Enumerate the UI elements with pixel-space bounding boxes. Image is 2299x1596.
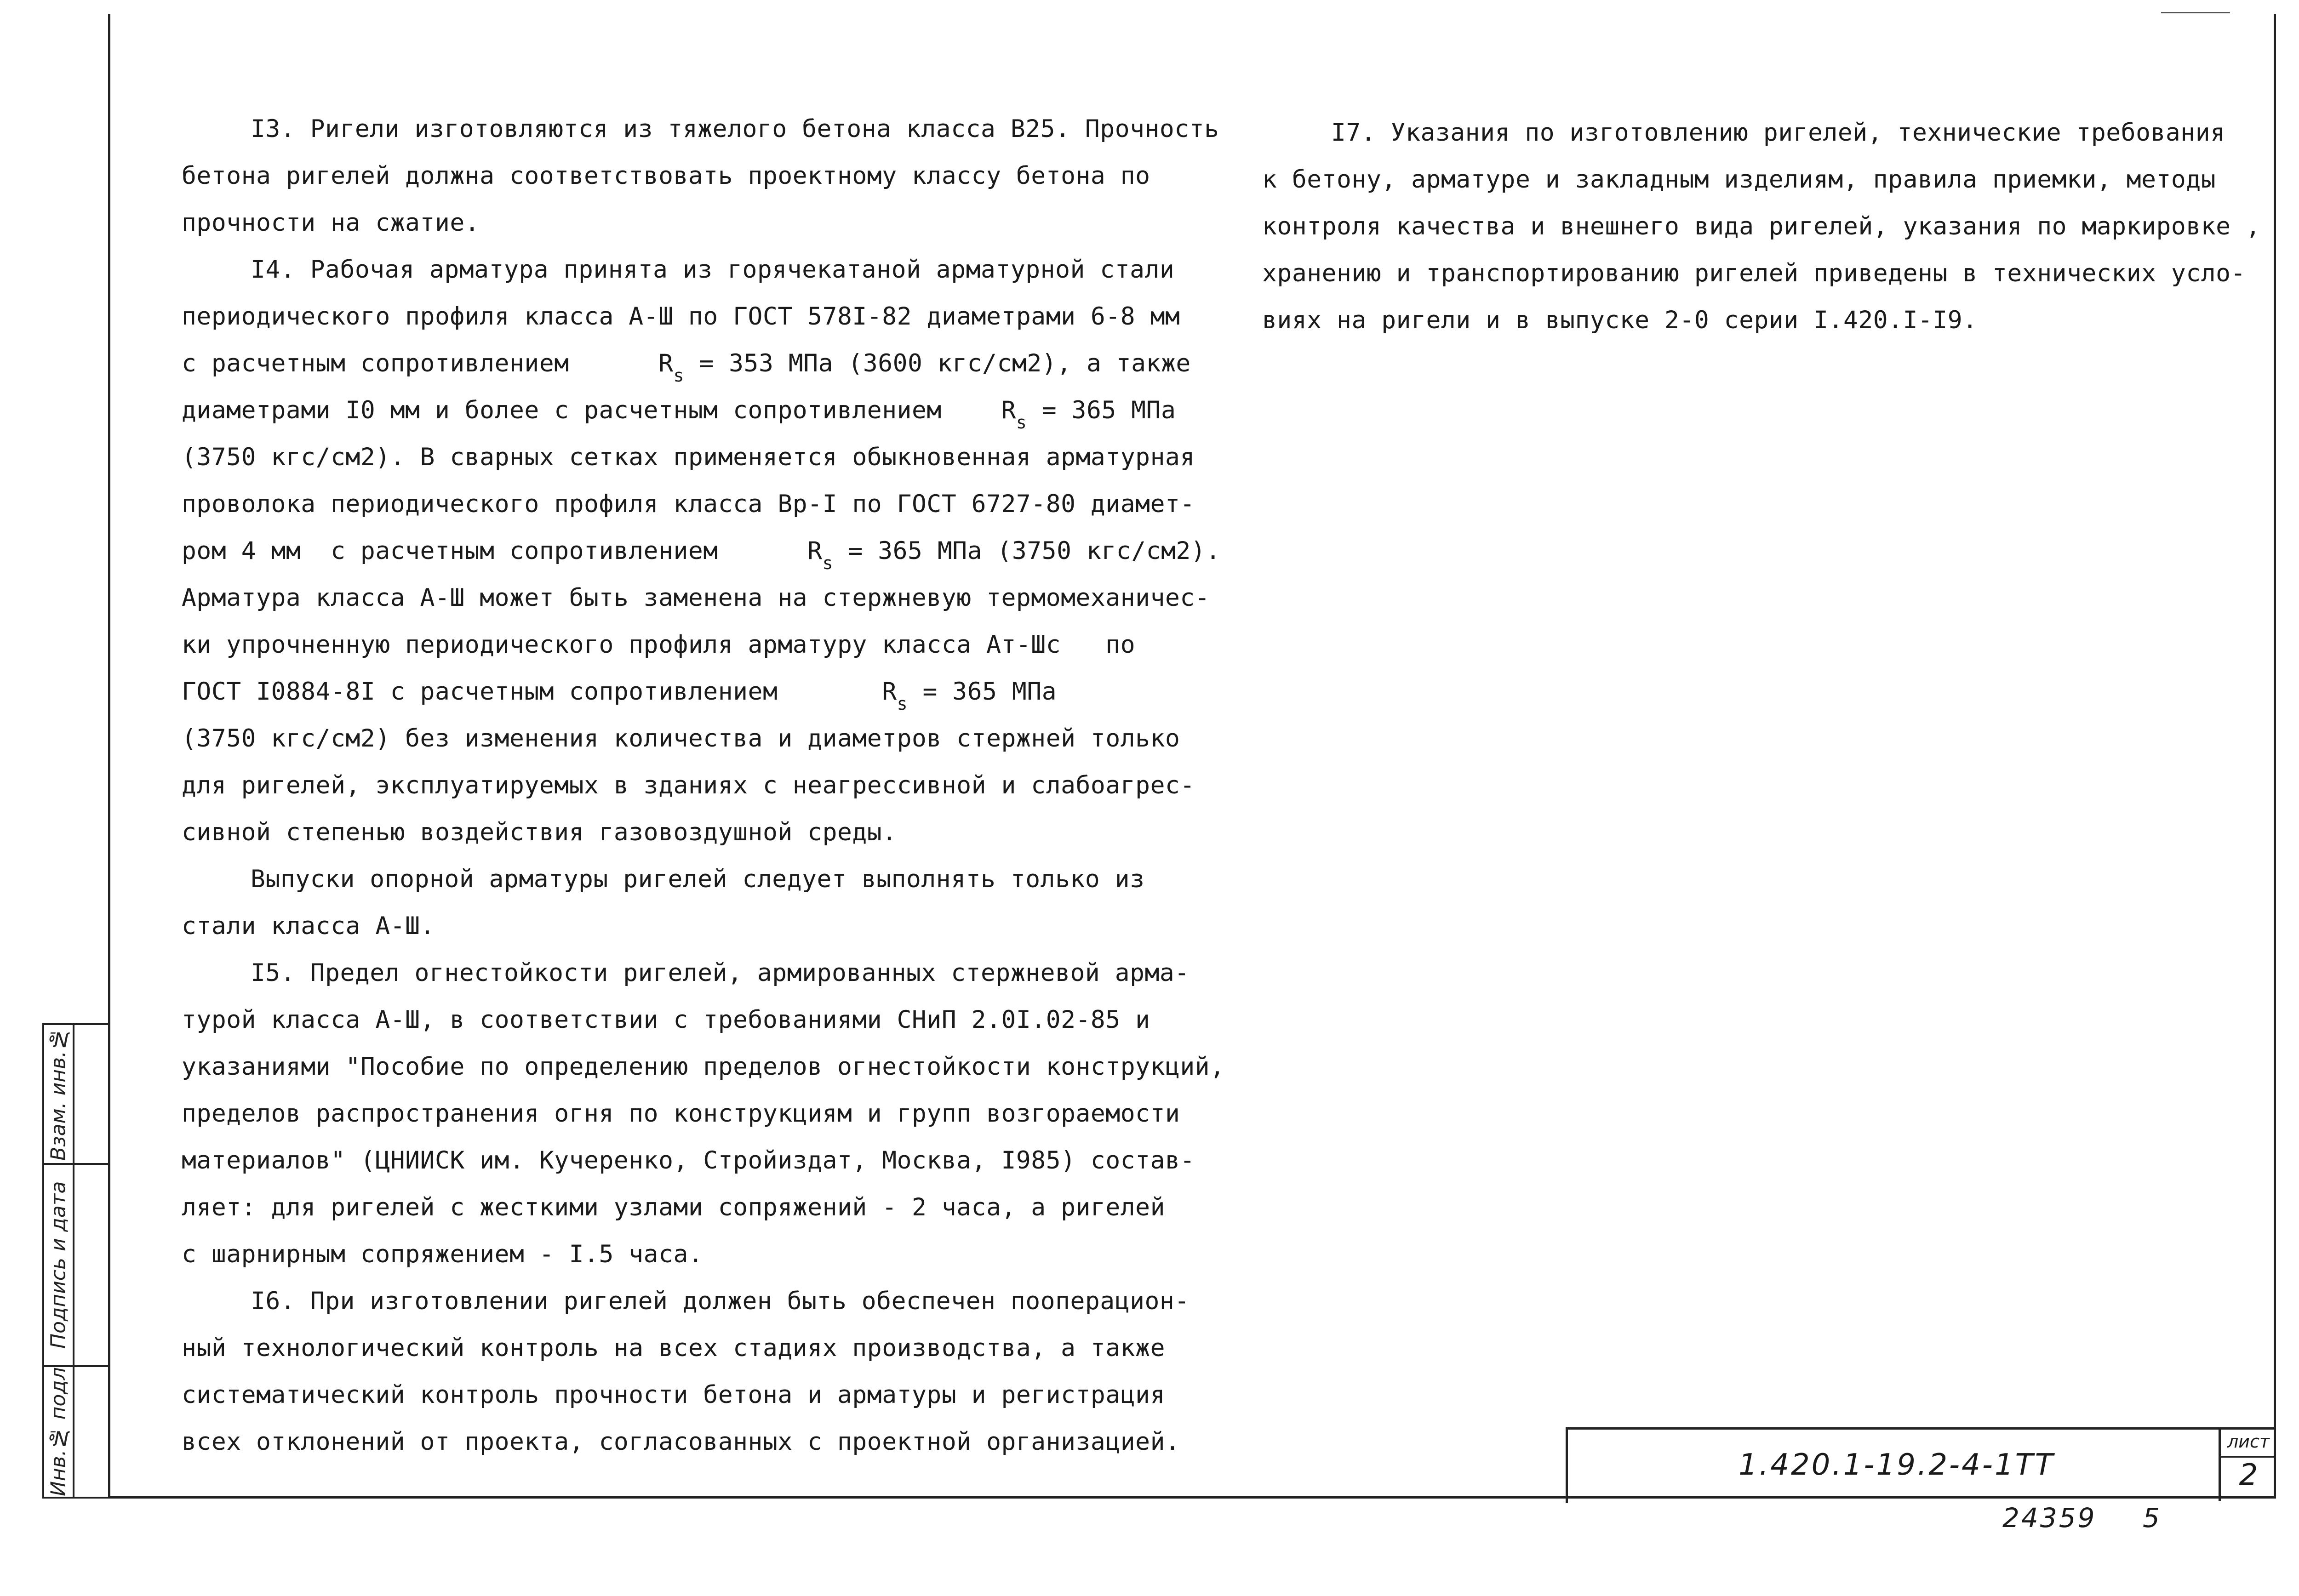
rs-letter: R xyxy=(807,537,823,565)
rs-subscript: s xyxy=(822,553,833,573)
text-line: проволока периодического профиля класса Вр-I по ГОСТ 6727-80 диамет- xyxy=(182,490,1195,518)
text-line: виях на ригели и в выпуске 2-0 серии I.420.I-I9. xyxy=(1262,306,1978,334)
text-fragment: ром 4 мм с расчетным сопротивлением xyxy=(182,537,718,565)
text-line: с шарнирным сопряжением - I.5 часа. xyxy=(182,1240,703,1268)
text-line: систематический контроль прочности бетона и арматуры и регистрация xyxy=(182,1381,1165,1409)
text-fragment: с расчетным сопротивлением xyxy=(182,349,569,377)
sheet-number: 2 xyxy=(2239,1458,2258,1492)
text-line: пределов распространения огня по конструкциям и групп возгораемости xyxy=(182,1100,1180,1128)
rs-letter: R xyxy=(1001,396,1016,424)
sheet-label: лист xyxy=(2227,1431,2270,1452)
text-line: ляет: для ригелей с жесткими узлами сопряжений - 2 часа, а ригелей xyxy=(182,1193,1165,1221)
paragraph-16 xyxy=(182,1278,1202,1465)
text-line: I4. Рабочая арматура принята из горячекатаной арматурной стали xyxy=(251,256,1175,284)
text-line xyxy=(182,528,1221,575)
format-mark: 5 xyxy=(2143,1502,2160,1533)
text-line: всех отклонений от проекта, согласованных с проектной организацией. xyxy=(182,1428,1180,1456)
text-line: бетона ригелей должна соответствовать проектному классу бетона по xyxy=(182,162,1150,190)
text-line: хранению и транспортированию ригелей приведены в технических усло- xyxy=(1262,259,2246,287)
text-fragment: = 365 МПа xyxy=(922,678,1057,706)
text-line: контроля качества и внешнего вида ригелей, указания по маркировке , xyxy=(1262,212,2261,240)
text-line: I6. При изготовлении ригелей должен быть обеспечен пооперацион- xyxy=(251,1287,1190,1315)
rs-symbol xyxy=(658,340,684,394)
rs-symbol xyxy=(882,668,908,723)
text-line: I7. Указания по изготовлению ригелей, технические требования xyxy=(1331,119,2225,147)
title-block-edge xyxy=(1566,1430,1568,1503)
text-line xyxy=(182,340,1202,387)
title-block-divider xyxy=(2219,1456,2276,1458)
text-line: материалов" (ЦНИИСК им. Кучеренко, Стройиздат, Москва, I985) состав- xyxy=(182,1146,1195,1174)
stamp-divider xyxy=(73,1025,74,1497)
stamp-label-signature-date: Подпись и дата xyxy=(46,1181,70,1349)
rs-letter: R xyxy=(882,678,897,706)
text-line: (3750 кгс/см2) без изменения количества и диаметров стержней только xyxy=(182,724,1180,752)
stamp-label-replacement-inv: Взам. инв.№ xyxy=(46,1027,70,1161)
text-line: Выпуски опорной арматуры ригелей следует выполнять только из xyxy=(251,865,1145,893)
paragraph-15 xyxy=(182,950,1225,1278)
rs-symbol xyxy=(807,528,833,582)
paragraph-14 xyxy=(182,246,1221,856)
text-line: к бетону, арматуре и закладным изделиям, правила приемки, методы xyxy=(1262,165,2216,194)
title-block xyxy=(1566,1427,2276,1501)
right-text-column xyxy=(1262,109,2261,344)
text-line: ки упрочненную периодического профиля арматуру класса Ат-Шс по xyxy=(182,631,1136,659)
text-line: периодического профиля класса А-Ш по ГОСТ 578I-82 диаметрами 6-8 мм xyxy=(182,302,1180,331)
text-fragment: ГОСТ I0884-8I с расчетным сопротивлением xyxy=(182,678,778,706)
text-line xyxy=(182,668,1202,715)
text-line: (3750 кгс/см2). В сварных сетках применяется обыкновенная арматурная xyxy=(182,443,1195,471)
text-line: указаниями "Пособие по определению пределов огнестойкости конструкций, xyxy=(182,1053,1225,1081)
text-line: I3. Ригели изготовляются из тяжелого бетона класса В25. Прочность xyxy=(251,115,1219,143)
rs-letter: R xyxy=(658,349,674,377)
document-code: 1.420.1-19.2-4-1ТТ xyxy=(1739,1448,2055,1482)
text-line xyxy=(182,387,1202,434)
paragraph-14-continued xyxy=(182,856,1202,950)
text-line: Арматура класса А-Ш может быть заменена на стержневую термомеханичес- xyxy=(182,584,1210,612)
text-line: для ригелей, эксплуатируемых в зданиях с неагрессивной и слабоагрес- xyxy=(182,771,1195,799)
inventory-number: 24359 xyxy=(2002,1502,2097,1533)
text-line: прочности на сжатие. xyxy=(182,209,480,237)
text-line: сивной степенью воздействия газовоздушной среды. xyxy=(182,818,897,846)
rs-subscript: s xyxy=(673,365,684,386)
text-fragment: = 365 МПа xyxy=(1041,396,1176,424)
top-edge-tick xyxy=(2161,12,2230,13)
rs-subscript: s xyxy=(897,693,908,714)
stamp-label-original-inv: Инв.№ подл xyxy=(46,1367,70,1497)
approval-stamp-strip xyxy=(42,1023,110,1499)
text-line: I5. Предел огнестойкости ригелей, армированных стержневой арма- xyxy=(251,959,1190,987)
text-line: стали класса А-Ш. xyxy=(182,912,435,940)
text-line: турой класса А-Ш, в соответствии с требованиями СНиП 2.0I.02-85 и xyxy=(182,1006,1150,1034)
paragraph-13 xyxy=(182,106,1219,246)
rs-subscript: s xyxy=(1016,412,1027,433)
text-line: ный технологический контроль на всех стадиях производства, а также xyxy=(182,1334,1165,1362)
rs-symbol xyxy=(1001,387,1027,441)
left-text-column xyxy=(182,106,1225,1465)
paragraph-17 xyxy=(1262,109,2261,344)
text-fragment: = 365 МПа (3750 кгс/см2). xyxy=(848,537,1221,565)
text-fragment: = 353 МПа (3600 кгс/см2), а также xyxy=(699,349,1191,377)
text-fragment: диаметрами I0 мм и более с расчетным сопротивлением xyxy=(182,396,942,424)
